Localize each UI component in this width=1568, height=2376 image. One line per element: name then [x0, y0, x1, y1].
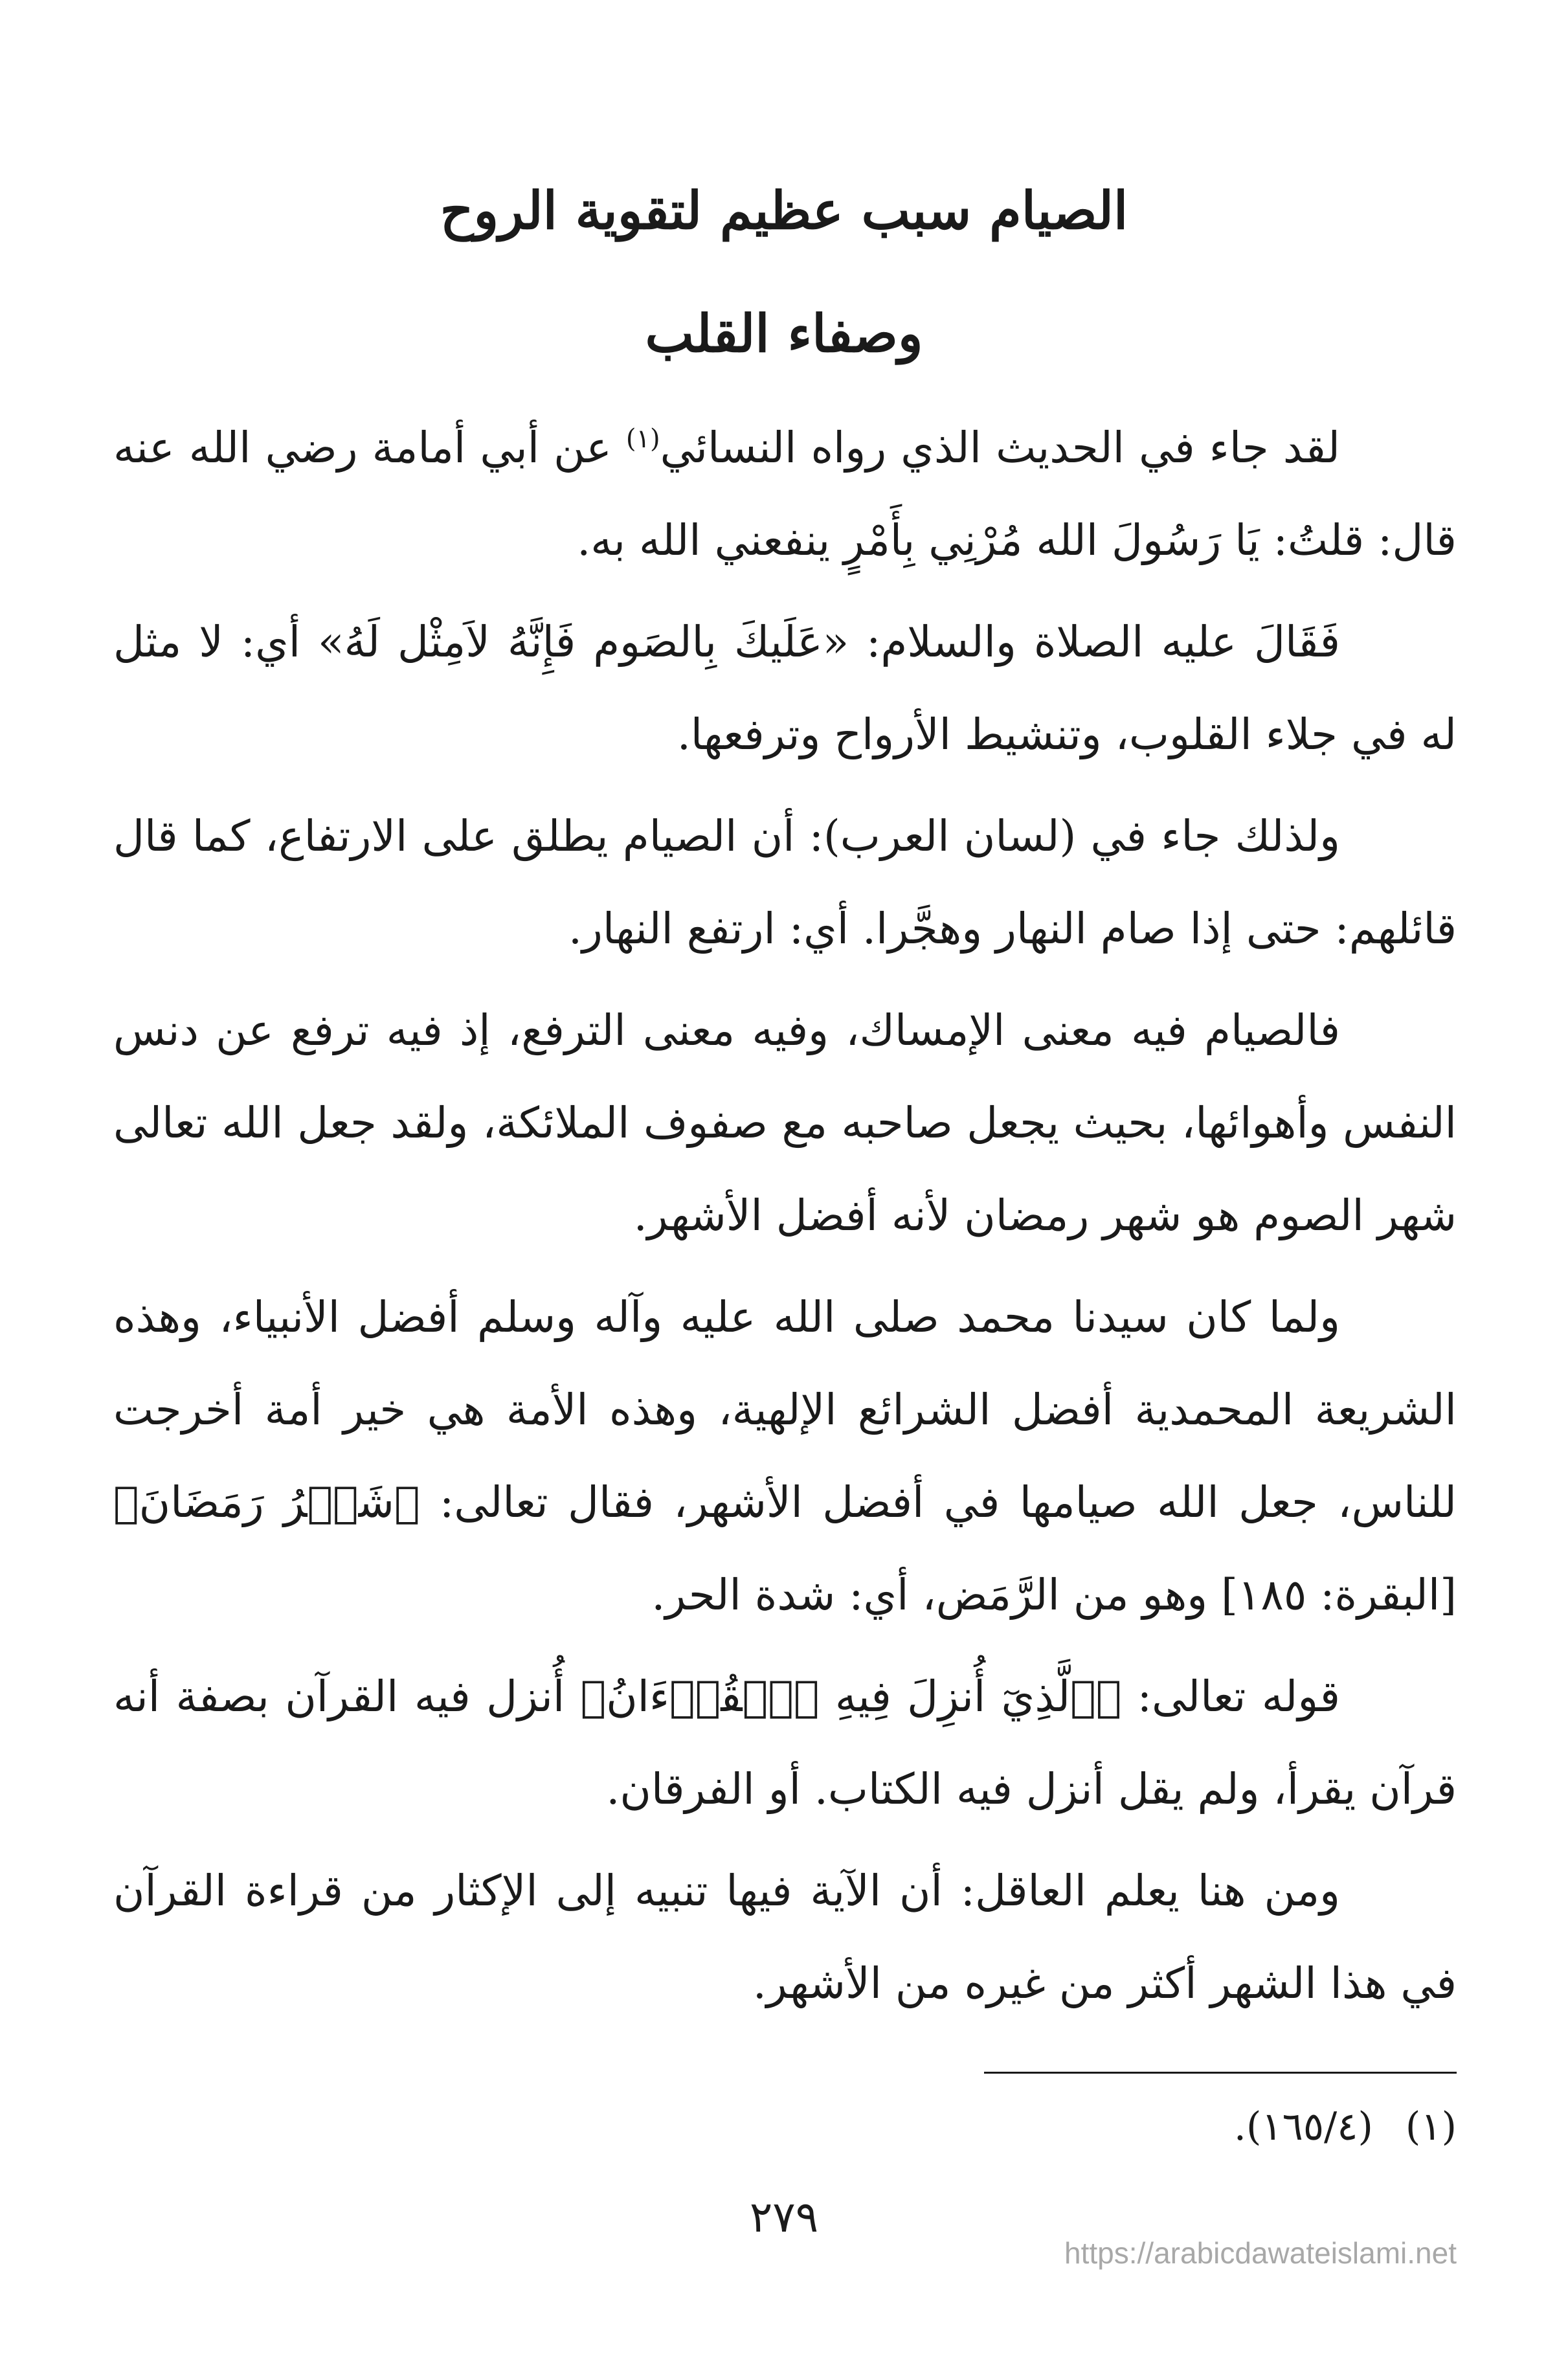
footnote-divider — [984, 2072, 1457, 2074]
paragraph-1 — [113, 401, 1457, 587]
paragraph-1-text-after-ref: عن أبي أمامة رضي الله عنه قال: قلتُ: يَا رَسُولَ الله مُرْنِي بِأَمْرٍ ينفعني الله به. — [113, 423, 1457, 565]
footnote-reference[interactable]: (١) — [625, 424, 660, 454]
paragraph-2: فَقَالَ عليه الصلاة والسلام: «عَلَيكَ بِالصَوم فَإِنَّهُ لاَمِثْل لَهُ» أي: لا مثل له في جلاء القلوب، وتنشيط الأرواح وترفعها. — [113, 617, 1457, 759]
paragraph-7: ومن هنا يعلم العاقل: أن الآية فيها تنبيه إلى الإكثار من قراءة القرآن في هذا الشهر أكثر من غيره من الأشهر. — [113, 1866, 1457, 2008]
watermark-url: https://arabicdawateislami.net — [1064, 2236, 1457, 2270]
page-number: ٢٧٩ — [749, 2192, 819, 2242]
footnote — [113, 2098, 1457, 2156]
paragraph-3: ولذلك جاء في (لسان العرب): أن الصيام يطلق على الارتفاع، كما قال قائلهم: حتى إذا صام النهار وهجَّرا. أي: ارتفع النهار. — [113, 811, 1457, 954]
paragraph-5: ولما كان سيدنا محمد صلى الله عليه وآله وسلم أفضل الأنبياء، وهذه الشريعة المحمدية أفضل الشرائع الإلهية، وهذه الأمة هي خير أمة أخرجت للناس، جعل الله صيامها في أفضل الأشهر، فقال تعالى: ﴿شَهۡرُ رَمَضَانَ﴾ [البقرة: ١٨٥] وهو من الرَّمَض، أي: شدة الحر. — [113, 1292, 1457, 1620]
paragraph-4: فالصيام فيه معنى الإمساك، وفيه معنى الترفع، إذ فيه ترفع عن دنس النفس وأهوائها، بحيث يجعل صاحبه مع صفوف الملائكة، ولقد جعل الله تعالى شهر الصوم هو شهر رمضان لأنه أفضل الأشهر. — [113, 1005, 1457, 1240]
footnote-marker: (١) — [1405, 2104, 1457, 2149]
chapter-title-line-1: الصيام سبب عظيم لتقوية الروح — [440, 180, 1128, 241]
paragraph-1-text-before-ref: لقد جاء في الحديث الذي رواه النسائي — [660, 423, 1340, 473]
body-text — [113, 401, 1457, 2039]
chapter-title-line-2: وصفاء القلب — [645, 303, 923, 364]
paragraph-6: قوله تعالى: ﴿ٱلَّذِيٓ أُنزِلَ فِيهِ ٱلۡقُرۡءَانُ﴾ أُنزل فيه القرآن بصفة أنه قرآن يقرأ، ولم يقل أنزل فيه الكتاب. أو الفرقان. — [113, 1672, 1457, 1814]
footnote-text: (١٦٥/٤). — [1233, 2104, 1373, 2149]
